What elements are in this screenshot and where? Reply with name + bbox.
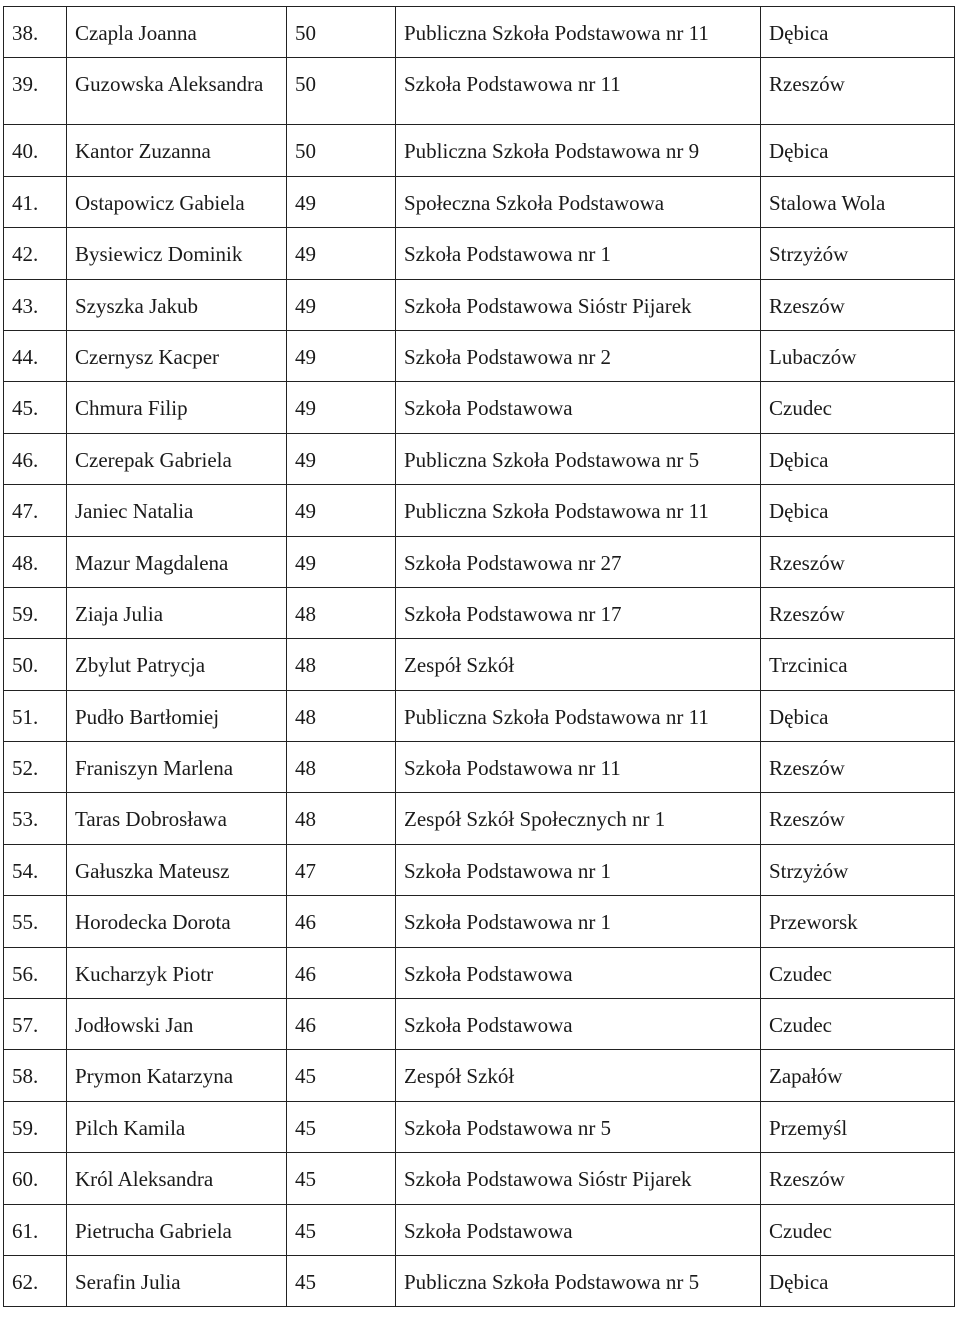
city-cell: Rzeszów <box>761 793 955 844</box>
table-row <box>4 587 955 638</box>
points-cell: 48 <box>287 587 396 638</box>
table-row <box>4 742 955 793</box>
points-cell: 50 <box>287 125 396 176</box>
name-cell: Pilch Kamila <box>67 1101 287 1152</box>
points-cell: 46 <box>287 896 396 947</box>
rank-cell: 54. <box>4 844 67 895</box>
name-cell: Kantor Zuzanna <box>67 125 287 176</box>
name-cell: Pietrucha Gabriela <box>67 1204 287 1255</box>
table-row <box>4 433 955 484</box>
city-cell: Przeworsk <box>761 896 955 947</box>
rank-cell: 59. <box>4 1101 67 1152</box>
city-cell: Lubaczów <box>761 330 955 381</box>
table-row <box>4 1050 955 1101</box>
city-cell: Zapałów <box>761 1050 955 1101</box>
points-cell: 48 <box>287 742 396 793</box>
points-cell: 45 <box>287 1255 396 1306</box>
table-row <box>4 536 955 587</box>
name-cell: Czernysz Kacper <box>67 330 287 381</box>
points-cell: 49 <box>287 279 396 330</box>
name-cell: Taras Dobrosława <box>67 793 287 844</box>
points-cell: 47 <box>287 844 396 895</box>
points-cell: 50 <box>287 58 396 125</box>
name-cell: Bysiewicz Dominik <box>67 228 287 279</box>
points-cell: 45 <box>287 1204 396 1255</box>
rank-cell: 58. <box>4 1050 67 1101</box>
school-cell: Szkoła Podstawowa <box>396 999 761 1050</box>
school-cell: Publiczna Szkoła Podstawowa nr 9 <box>396 125 761 176</box>
name-cell: Prymon Katarzyna <box>67 1050 287 1101</box>
table-row <box>4 382 955 433</box>
points-cell: 46 <box>287 999 396 1050</box>
rank-cell: 48. <box>4 536 67 587</box>
city-cell: Dębica <box>761 485 955 536</box>
table-row <box>4 125 955 176</box>
school-cell: Szkoła Podstawowa <box>396 1204 761 1255</box>
rank-cell: 55. <box>4 896 67 947</box>
table-row <box>4 330 955 381</box>
name-cell: Czerepak Gabriela <box>67 433 287 484</box>
school-cell: Szkoła Podstawowa nr 1 <box>396 896 761 947</box>
table-row <box>4 947 955 998</box>
school-cell: Publiczna Szkoła Podstawowa nr 11 <box>396 485 761 536</box>
rank-cell: 41. <box>4 176 67 227</box>
school-cell: Szkoła Podstawowa nr 11 <box>396 742 761 793</box>
rank-cell: 47. <box>4 485 67 536</box>
school-cell: Zespół Szkół <box>396 639 761 690</box>
name-cell: Serafin Julia <box>67 1255 287 1306</box>
name-cell: Janiec Natalia <box>67 485 287 536</box>
rank-cell: 61. <box>4 1204 67 1255</box>
city-cell: Strzyżów <box>761 228 955 279</box>
name-cell: Ostapowicz Gabiela <box>67 176 287 227</box>
name-cell: Pudło Bartłomiej <box>67 690 287 741</box>
city-cell: Dębica <box>761 125 955 176</box>
rank-cell: 45. <box>4 382 67 433</box>
table-row <box>4 896 955 947</box>
school-cell: Szkoła Podstawowa nr 27 <box>396 536 761 587</box>
rank-cell: 50. <box>4 639 67 690</box>
table-row <box>4 690 955 741</box>
city-cell: Czudec <box>761 947 955 998</box>
city-cell: Dębica <box>761 7 955 58</box>
name-cell: Szyszka Jakub <box>67 279 287 330</box>
school-cell: Społeczna Szkoła Podstawowa <box>396 176 761 227</box>
city-cell: Dębica <box>761 690 955 741</box>
school-cell: Zespół Szkół <box>396 1050 761 1101</box>
points-cell: 46 <box>287 947 396 998</box>
school-cell: Szkoła Podstawowa Sióstr Pijarek <box>396 279 761 330</box>
city-cell: Przemyśl <box>761 1101 955 1152</box>
city-cell: Czudec <box>761 999 955 1050</box>
school-cell: Publiczna Szkoła Podstawowa nr 5 <box>396 433 761 484</box>
rank-cell: 38. <box>4 7 67 58</box>
city-cell: Czudec <box>761 382 955 433</box>
school-cell: Zespół Szkół Społecznych nr 1 <box>396 793 761 844</box>
rank-cell: 46. <box>4 433 67 484</box>
table-row <box>4 228 955 279</box>
rank-cell: 53. <box>4 793 67 844</box>
table-row <box>4 1101 955 1152</box>
points-cell: 49 <box>287 485 396 536</box>
results-table-body <box>4 7 955 1307</box>
points-cell: 45 <box>287 1153 396 1204</box>
rank-cell: 59. <box>4 587 67 638</box>
points-cell: 48 <box>287 793 396 844</box>
city-cell: Dębica <box>761 433 955 484</box>
name-cell: Horodecka Dorota <box>67 896 287 947</box>
table-row <box>4 844 955 895</box>
school-cell: Szkoła Podstawowa nr 2 <box>396 330 761 381</box>
table-row <box>4 279 955 330</box>
name-cell: Kucharzyk Piotr <box>67 947 287 998</box>
rank-cell: 44. <box>4 330 67 381</box>
points-cell: 49 <box>287 382 396 433</box>
rank-cell: 40. <box>4 125 67 176</box>
school-cell: Szkoła Podstawowa <box>396 382 761 433</box>
name-cell: Król Aleksandra <box>67 1153 287 1204</box>
rank-cell: 57. <box>4 999 67 1050</box>
rank-cell: 62. <box>4 1255 67 1306</box>
city-cell: Trzcinica <box>761 639 955 690</box>
rank-cell: 52. <box>4 742 67 793</box>
rank-cell: 42. <box>4 228 67 279</box>
city-cell: Stalowa Wola <box>761 176 955 227</box>
school-cell: Publiczna Szkoła Podstawowa nr 5 <box>396 1255 761 1306</box>
city-cell: Czudec <box>761 1204 955 1255</box>
points-cell: 50 <box>287 7 396 58</box>
school-cell: Szkoła Podstawowa nr 17 <box>396 587 761 638</box>
table-row <box>4 176 955 227</box>
points-cell: 49 <box>287 330 396 381</box>
name-cell: Guzowska Aleksandra <box>67 58 287 125</box>
rank-cell: 39. <box>4 58 67 125</box>
name-cell: Franiszyn Marlena <box>67 742 287 793</box>
table-row <box>4 7 955 58</box>
city-cell: Strzyżów <box>761 844 955 895</box>
rank-cell: 56. <box>4 947 67 998</box>
points-cell: 48 <box>287 690 396 741</box>
school-cell: Publiczna Szkoła Podstawowa nr 11 <box>396 7 761 58</box>
table-row <box>4 1255 955 1306</box>
school-cell: Szkoła Podstawowa nr 5 <box>396 1101 761 1152</box>
table-row <box>4 1153 955 1204</box>
rank-cell: 51. <box>4 690 67 741</box>
name-cell: Zbylut Patrycja <box>67 639 287 690</box>
city-cell: Rzeszów <box>761 279 955 330</box>
school-cell: Szkoła Podstawowa nr 1 <box>396 228 761 279</box>
table-row <box>4 58 955 125</box>
rank-cell: 60. <box>4 1153 67 1204</box>
points-cell: 45 <box>287 1101 396 1152</box>
points-cell: 49 <box>287 176 396 227</box>
city-cell: Rzeszów <box>761 587 955 638</box>
name-cell: Chmura Filip <box>67 382 287 433</box>
points-cell: 45 <box>287 1050 396 1101</box>
points-cell: 49 <box>287 433 396 484</box>
school-cell: Szkoła Podstawowa nr 11 <box>396 58 761 125</box>
points-cell: 49 <box>287 228 396 279</box>
school-cell: Szkoła Podstawowa Sióstr Pijarek <box>396 1153 761 1204</box>
table-row <box>4 999 955 1050</box>
name-cell: Gałuszka Mateusz <box>67 844 287 895</box>
points-cell: 48 <box>287 639 396 690</box>
table-row <box>4 793 955 844</box>
name-cell: Mazur Magdalena <box>67 536 287 587</box>
table-row <box>4 485 955 536</box>
school-cell: Publiczna Szkoła Podstawowa nr 11 <box>396 690 761 741</box>
city-cell: Rzeszów <box>761 536 955 587</box>
city-cell: Dębica <box>761 1255 955 1306</box>
table-row <box>4 1204 955 1255</box>
results-table <box>3 6 955 1307</box>
name-cell: Jodłowski Jan <box>67 999 287 1050</box>
name-cell: Czapla Joanna <box>67 7 287 58</box>
points-cell: 49 <box>287 536 396 587</box>
rank-cell: 43. <box>4 279 67 330</box>
table-row <box>4 639 955 690</box>
city-cell: Rzeszów <box>761 1153 955 1204</box>
name-cell: Ziaja Julia <box>67 587 287 638</box>
school-cell: Szkoła Podstawowa <box>396 947 761 998</box>
city-cell: Rzeszów <box>761 742 955 793</box>
city-cell: Rzeszów <box>761 58 955 125</box>
school-cell: Szkoła Podstawowa nr 1 <box>396 844 761 895</box>
